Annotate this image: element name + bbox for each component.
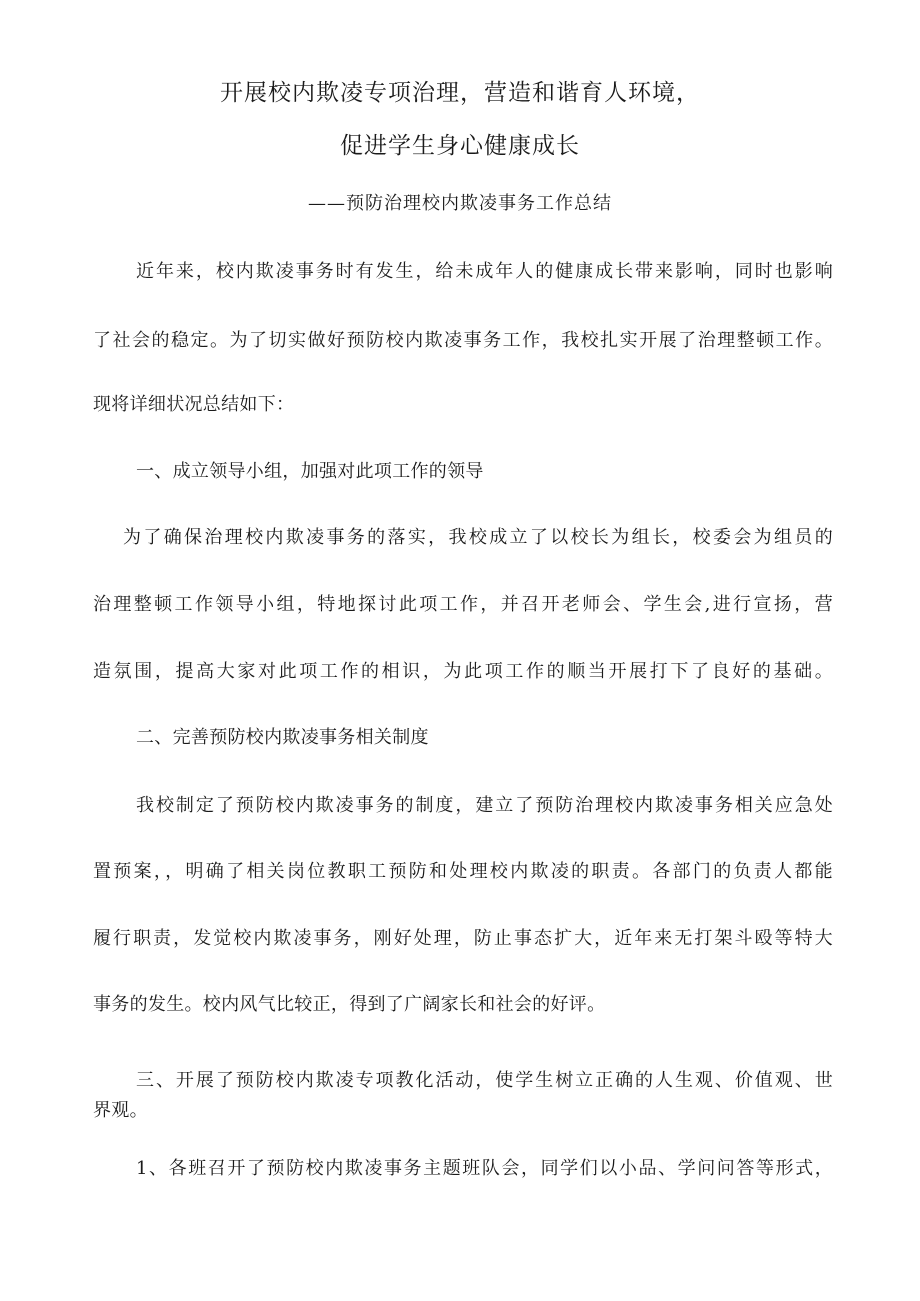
document-subtitle: ——预防治理校内欺凌事务工作总结 [308,193,612,214]
document-title-line-1: 开展校内欺凌专项治理，营造和谐育人环境， [220,80,700,106]
section3-item-1: 1、各班召开了预防校内欺凌事务主题班队会，同学们以小品、学问问答等形式， [136,1158,833,1179]
intro-line-1: 近年来，校内欺凌事务时有发生，给未成年人的健康成长带来影响，同时也影响 [136,261,833,282]
document-title-line-2: 促进学生身心健康成长 [340,133,580,159]
section3-heading-line-2: 界观。 [93,1100,148,1121]
section1-line-2: 治理整顿工作领导小组，特地探讨此项工作，并召开老师会、学生会,进行宣扬，营 [93,594,833,615]
section2-line-2: 置预案，，明确了相关岗位教职工预防和处理校内欺凌的职责。各部门的负责人都能 [93,861,833,882]
section1-heading: 一、成立领导小组，加强对此项工作的领导 [136,461,484,482]
section1-line-1: 为了确保治理校内欺凌事务的落实，我校成立了以校长为组长，校委会为组员的 [123,527,833,548]
section2-line-3: 履行职责，发觉校内欺凌事务，刚好处理，防止事态扩大，近年来无打架斗殴等特大 [93,928,833,949]
section3-heading-line-1: 三、开展了预防校内欺凌专项教化活动，使学生树立正确的人生观、价值观、世 [136,1070,833,1091]
intro-line-2: 了社会的稳定。为了切实做好预防校内欺凌事务工作，我校扎实开展了治理整顿工作。 [93,330,833,351]
section2-line-1: 我校制定了预防校内欺凌事务的制度，建立了预防治理校内欺凌事务相关应急处 [136,795,833,816]
section1-line-3: 造氛围，提高大家对此项工作的相识，为此项工作的顺当开展打下了良好的基础。 [93,661,833,682]
section2-line-4: 事务的发生。校内风气比较正，得到了广阔家长和社会的好评。 [93,994,606,1015]
section2-heading: 二、完善预防校内欺凌事务相关制度 [136,727,429,748]
intro-line-3: 现将详细状况总结如下： [93,394,295,415]
